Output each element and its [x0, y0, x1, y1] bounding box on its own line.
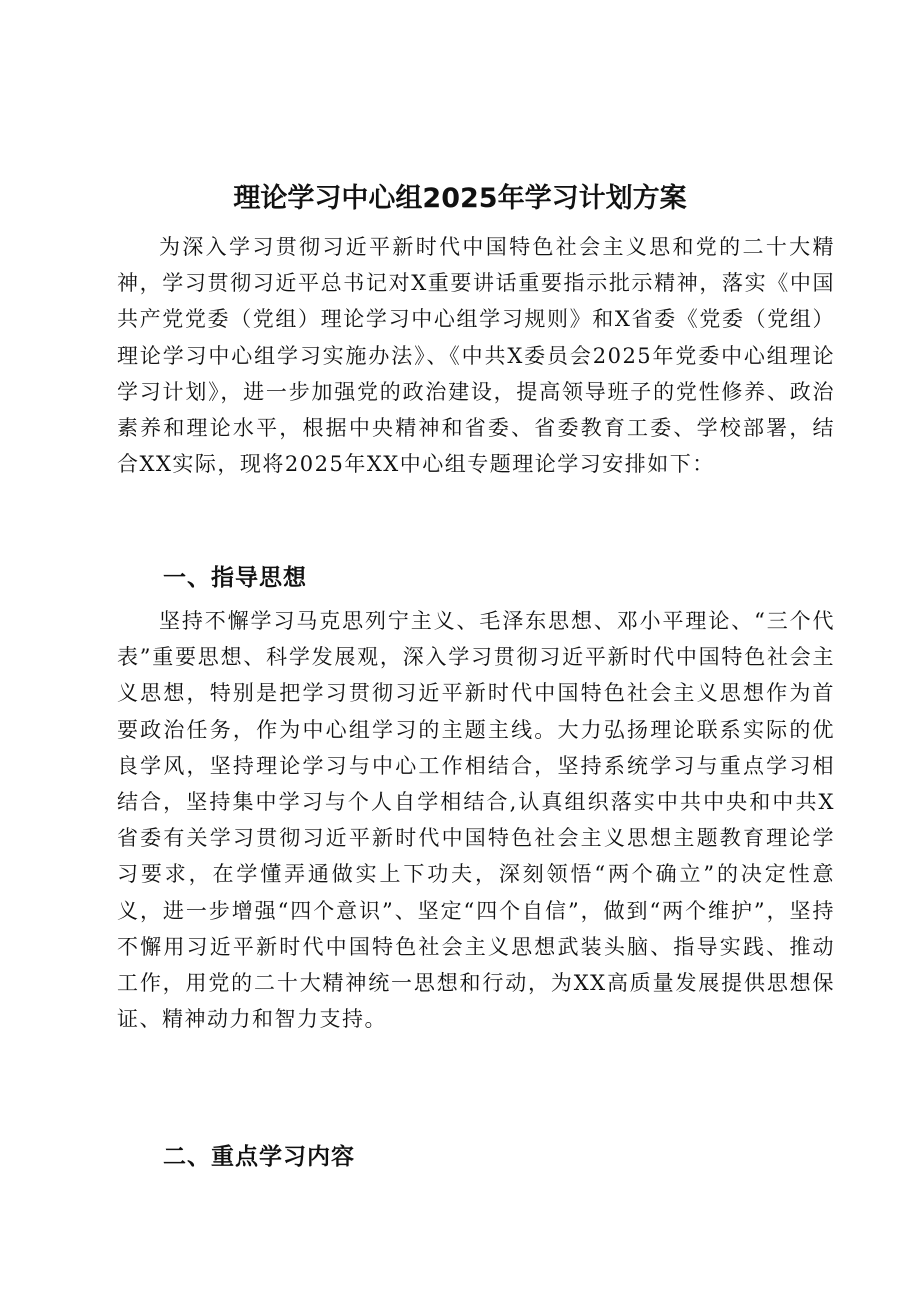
section-heading-guiding-thought: 一、指导思想 — [163, 565, 307, 591]
document-title: 理论学习中心组2025年学习计划方案 — [233, 183, 687, 215]
section-heading-key-content: 二、重点学习内容 — [163, 1144, 355, 1170]
guiding-thought-paragraph: 坚持不懈学习马克思列宁主义、毛泽东思想、邓小平理论、“三个代表”重要思想、科学发展观，深入学习贯彻习近平新时代中国特色社会主义思想，特别是把学习贯彻习近平新时代中国特色社会主义思想作为首要政治任务，作为中心组学习的主题主线。大力弘扬理论联系实际的优良学风，坚持理论学习与中心工作相结合，坚持系统学习与重点学习相结合，坚持集中学习与个人自学相结合,认真组织落实中共中央和中共X省委有关学习贯彻习近平新时代中国特色社会主义思想主题教育理论学习要求，在学懂弄通做实上下功夫，深刻领悟“两个确立”的决定性意义，进一步增强“四个意识”、坚定“四个自信”，做到“两个维护”，坚持不懈用习近平新时代中国特色社会主义思想武装头脑、指导实践、推动工作，用党的二十大精神统一思想和行动，为XX高质量发展提供思想保证、精神动力和智力支持。 — [117, 609, 835, 1032]
intro-paragraph: 为深入学习贯彻习近平新时代中国特色社会主义思和党的二十大精神，学习贯彻习近平总书记对X重要讲话重要指示批示精神，落实《中国共产党党委（党组）理论学习中心组学习规则》和X省委《党委（党组）理论学习中心组学习实施办法》、《中共X委员会2025年党委中心组理论学习计划》，进一步加强党的政治建设，提高领导班子的党性修养、政治素养和理论水平，根据中央精神和省委、省委教育工委、学校部署，结合XX实际，现将2025年XX中心组专题理论学习安排如下： — [117, 235, 835, 477]
